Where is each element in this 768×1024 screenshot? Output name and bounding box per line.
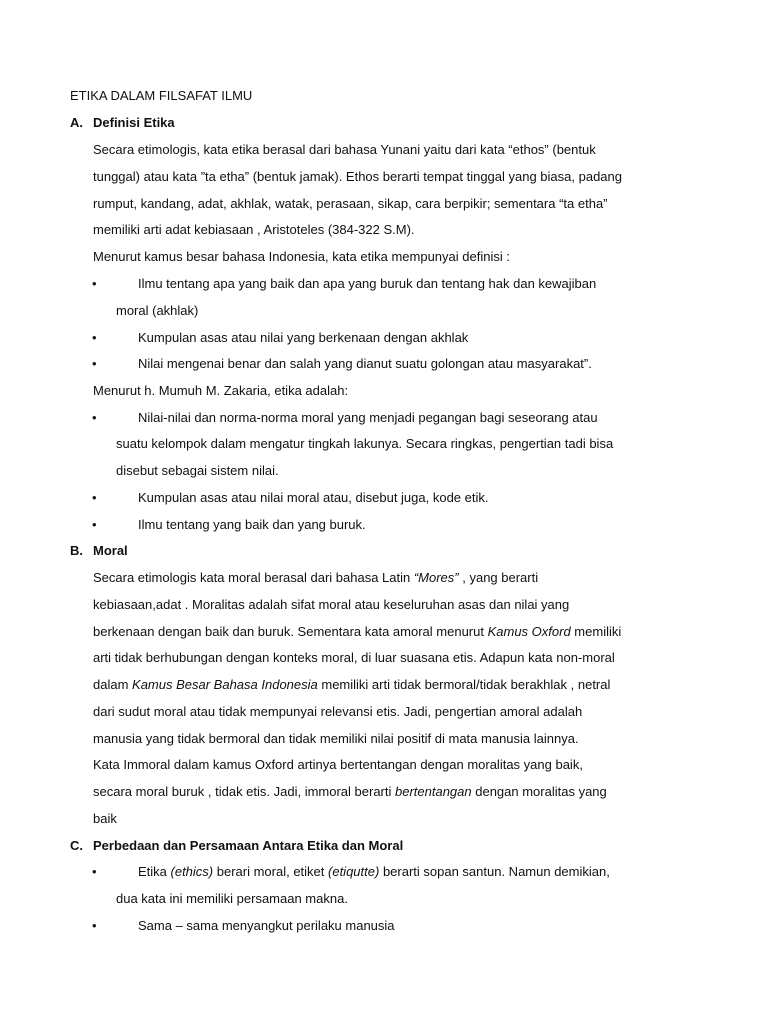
italic-term: Kamus Oxford — [487, 624, 571, 639]
list-item-text: moral (akhlak) — [116, 303, 199, 318]
bullet-icon: • — [92, 356, 97, 371]
italic-term: bertentangan — [395, 784, 472, 799]
paragraph-line: rumput, kandang, adat, akhlak, watak, perasaan, sikap, cara berpikir; sementara “ta etha” — [93, 196, 608, 211]
bullet-icon: • — [92, 410, 97, 425]
paragraph-line: arti tidak berhubungan dengan konteks moral, di luar suasana etis. Adapun kata non-moral — [93, 650, 615, 665]
paragraph-line — [93, 624, 621, 640]
section-c-heading: Perbedaan dan Persamaan Antara Etika dan Moral — [93, 838, 404, 853]
zakaria-intro: Menurut h. Mumuh M. Zakaria, etika adalah: — [93, 383, 349, 398]
paragraph-line: kebiasaan,adat . Moralitas adalah sifat moral atau keseluruhan asas dan nilai yang — [93, 597, 570, 612]
list-item-text: suatu kelompok dalam mengatur tingkah lakunya. Secara ringkas, pengertian tadi bisa — [116, 436, 614, 451]
text-span: Etika — [138, 864, 171, 879]
list-item-text: disebut sebagai sistem nilai. — [116, 463, 279, 478]
list-item-text: Ilmu tentang apa yang baik dan apa yang buruk dan tentang hak dan kewajiban — [138, 276, 597, 291]
list-item-text: Nilai-nilai dan norma-norma moral yang menjadi pegangan bagi seseorang atau — [138, 410, 598, 425]
text-span: memiliki — [570, 624, 622, 639]
text-span: memiliki arti tidak bermoral/tidak berakhlak , netral — [317, 677, 611, 692]
text-span: berkenaan dengan baik dan buruk. Sementara kata amoral menurut — [93, 624, 488, 639]
paragraph-line: Secara etimologis, kata etika berasal dari bahasa Yunani yaitu dari kata “ethos” (bentuk — [93, 142, 596, 157]
text-span: , yang berarti — [458, 570, 539, 585]
paragraph-line: tunggal) atau kata ”ta etha” (bentuk jamak). Ethos berarti tempat tinggal yang biasa, padang — [93, 169, 622, 184]
bullet-icon: • — [92, 864, 97, 879]
italic-term: (ethics) — [170, 864, 214, 879]
paragraph-line: Kata Immoral dalam kamus Oxford artinya bertentangan dengan moralitas yang baik, — [93, 757, 583, 772]
list-item-text — [138, 864, 610, 880]
italic-term: “Mores” — [413, 570, 459, 585]
kbbi-intro: Menurut kamus besar bahasa Indonesia, kata etika mempunyai definisi : — [93, 249, 510, 264]
paragraph-line — [93, 784, 607, 800]
list-item-text: dua kata ini memiliki persamaan makna. — [116, 891, 348, 906]
text-span: dengan moralitas yang — [471, 784, 607, 799]
text-span: berarti sopan santun. Namun demikian, — [379, 864, 610, 879]
bullet-icon: • — [92, 490, 97, 505]
paragraph-line: dari sudut moral atau tidak mempunyai relevansi etis. Jadi, pengertian amoral adalah — [93, 704, 583, 719]
section-c-marker: C. — [70, 838, 83, 853]
bullet-icon: • — [92, 330, 97, 345]
paragraph-line: manusia yang tidak bermoral dan tidak memiliki nilai positif di mata manusia lainnya. — [93, 731, 579, 746]
paragraph-line: baik — [93, 811, 117, 826]
paragraph-line — [93, 570, 538, 586]
bullet-icon: • — [92, 918, 97, 933]
section-a-marker: A. — [70, 115, 83, 130]
bullet-icon: • — [92, 276, 97, 291]
list-item-text: Ilmu tentang yang baik dan yang buruk. — [138, 517, 366, 532]
section-a-heading: Definisi Etika — [93, 115, 175, 130]
paragraph-line — [93, 677, 610, 693]
section-b-marker: B. — [70, 543, 83, 558]
text-span: dalam — [93, 677, 133, 692]
list-item-text: Kumpulan asas atau nilai yang berkenaan dengan akhlak — [138, 330, 469, 345]
document-title: ETIKA DALAM FILSAFAT ILMU — [70, 88, 253, 103]
list-item-text: Kumpulan asas atau nilai moral atau, disebut juga, kode etik. — [138, 490, 489, 505]
list-item-text: Nilai mengenai benar dan salah yang dianut suatu golongan atau masyarakat”. — [138, 356, 592, 371]
paragraph-line: memiliki arti adat kebiasaan , Aristoteles (384-322 S.M). — [93, 222, 415, 237]
text-span: berari moral, etiket — [213, 864, 329, 879]
bullet-icon: • — [92, 517, 97, 532]
text-span: Secara etimologis kata moral berasal dari bahasa Latin — [93, 570, 414, 585]
italic-term: (etiqutte) — [328, 864, 380, 879]
section-b-heading: Moral — [93, 543, 128, 558]
text-span: secara moral buruk , tidak etis. Jadi, immoral berarti — [93, 784, 395, 799]
italic-term: Kamus Besar Bahasa Indonesia — [132, 677, 318, 692]
list-item-text: Sama – sama menyangkut perilaku manusia — [138, 918, 395, 933]
